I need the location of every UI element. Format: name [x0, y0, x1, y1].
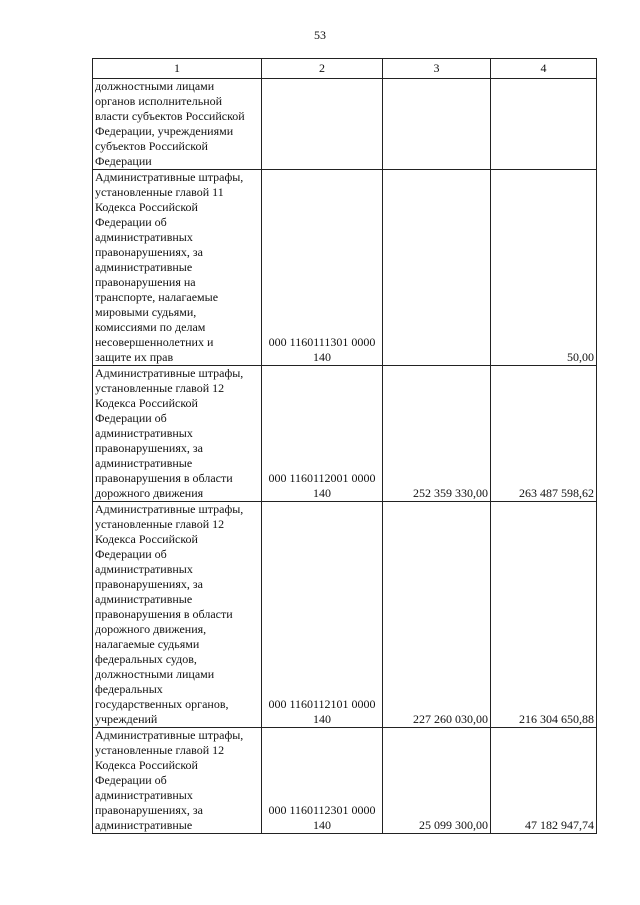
header-col-3: 3: [383, 59, 491, 79]
table-row: [93, 366, 597, 502]
row-code-cell: 000 1160112301 0000 140: [262, 728, 383, 834]
row-col4-cell: 47 182 947,74: [491, 728, 597, 834]
row-col4-cell: 263 487 598,62: [491, 366, 597, 502]
row-col4-cell: 216 304 650,88: [491, 502, 597, 728]
table-row: [93, 502, 597, 728]
row-name-cell: Административные штрафы, установленные главой 12 Кодекса Российской Федерации об административных правонарушениях, за административные правонарушения в области дорожного движения: [93, 366, 262, 502]
row-name-cell: Административные штрафы, установленные главой 12 Кодекса Российской Федерации об административных правонарушениях, за административные правонарушения в области дорожного движения, налагаемые судьями федеральных судов, должностными лицами федеральных государственных органов, учреждений: [93, 502, 262, 728]
header-col-1: 1: [93, 59, 262, 79]
row-code-cell: [262, 79, 383, 170]
row-col3-cell: 252 359 330,00: [383, 366, 491, 502]
row-col3-cell: [383, 170, 491, 366]
row-col3-cell: [383, 79, 491, 170]
row-col4-cell: [491, 79, 597, 170]
row-name-cell: Административные штрафы, установленные главой 11 Кодекса Российской Федерации об административных правонарушениях, за административные правонарушения на транспорте, налагаемые мировыми судьями, комиссиями по делам несовершеннолетних и защите их прав: [93, 170, 262, 366]
table-row: [93, 728, 597, 834]
row-name-cell: должностными лицами органов исполнительной власти субъектов Российской Федерации, учреждениями субъектов Российской Федерации: [93, 79, 262, 170]
row-col3-cell: 227 260 030,00: [383, 502, 491, 728]
row-code-cell: 000 1160112101 0000 140: [262, 502, 383, 728]
table-row: [93, 170, 597, 366]
row-name-cell: Административные штрафы, установленные главой 12 Кодекса Российской Федерации об административных правонарушениях, за административные: [93, 728, 262, 834]
table-header-row: [93, 59, 597, 79]
header-col-4: 4: [491, 59, 597, 79]
table-row: [93, 79, 597, 170]
row-col3-cell: 25 099 300,00: [383, 728, 491, 834]
row-col4-cell: 50,00: [491, 170, 597, 366]
row-code-cell: 000 1160112001 0000 140: [262, 366, 383, 502]
header-col-2: 2: [262, 59, 383, 79]
page-number: 53: [314, 28, 326, 42]
revenue-table: [92, 58, 597, 834]
row-code-cell: 000 1160111301 0000 140: [262, 170, 383, 366]
